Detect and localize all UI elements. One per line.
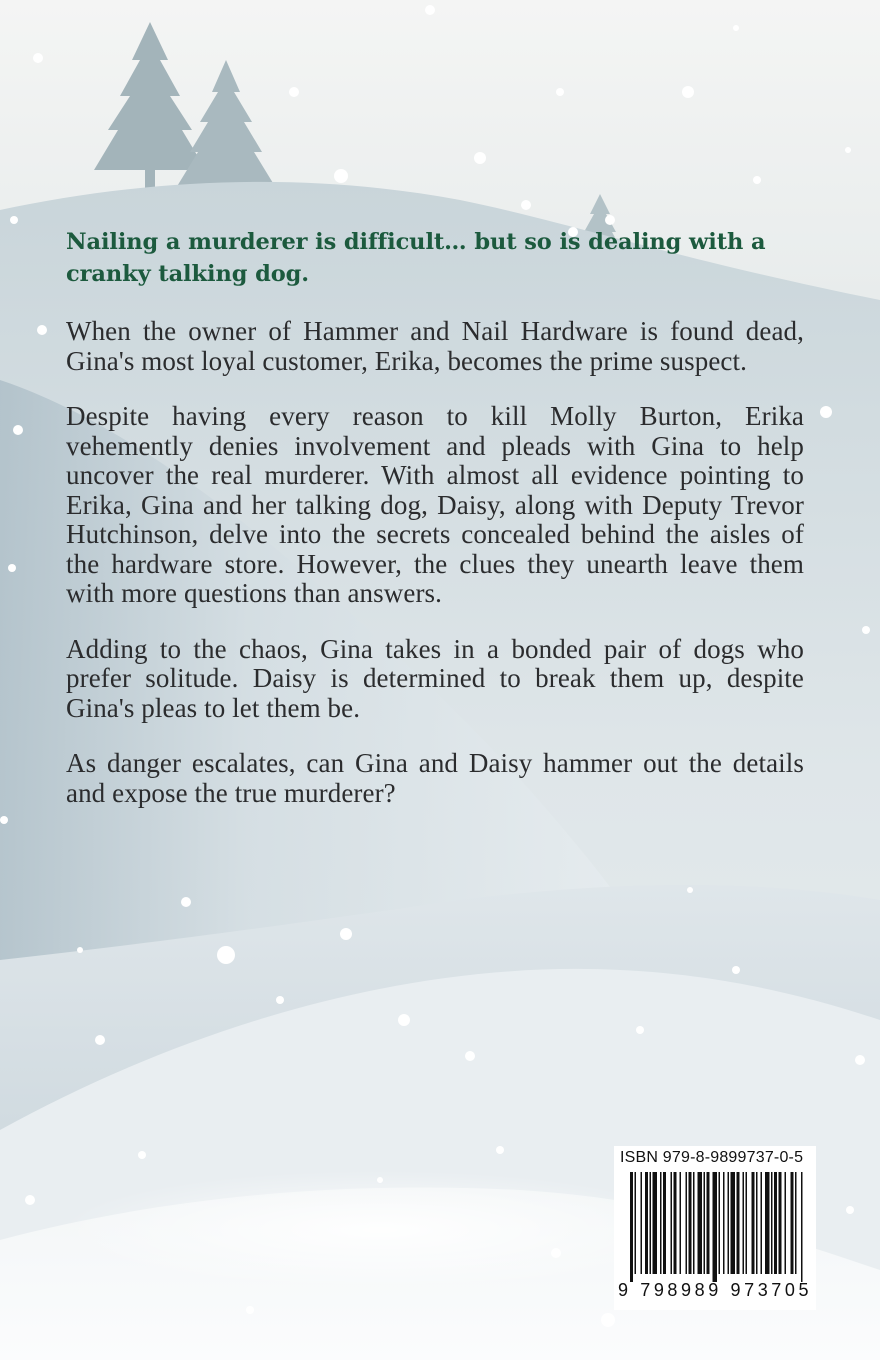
blurb-paragraph: When the owner of Hammer and Nail Hardware is found dead, Gina's most loyal customer, Erika, becomes the prime suspect. bbox=[66, 316, 804, 376]
barcode-digits: 9 798989 973705 bbox=[618, 1280, 813, 1300]
blurb-paragraph: As danger escalates, can Gina and Daisy hammer out the details and expose the true murderer? bbox=[66, 748, 804, 808]
blurb-paragraph: Despite having every reason to kill Molly Burton, Erika vehemently denies involvement and pleads with Gina to help uncover the real murderer. With almost all evidence pointing to Erika, Gina and her talking dog, Daisy, along with Deputy Trevor Hutchinson, delve into the secrets concealed behind the aisles of the hardware store. However, the clues they unearth leave them with more questions than answers. bbox=[66, 401, 804, 608]
tagline: Nailing a murderer is difficult… but so is dealing with a cranky talking dog. bbox=[66, 229, 766, 287]
blurb-paragraph: Adding to the chaos, Gina takes in a bonded pair of dogs who prefer solitude. Daisy is determined to break them up, despite Gina's pleas to let them be. bbox=[66, 633, 804, 723]
isbn-label: ISBN 979-8-9899737-0-5 bbox=[620, 1149, 804, 1166]
barcode-icon bbox=[620, 1172, 810, 1284]
isbn-barcode bbox=[614, 1146, 816, 1310]
back-cover-blurb bbox=[66, 226, 804, 834]
